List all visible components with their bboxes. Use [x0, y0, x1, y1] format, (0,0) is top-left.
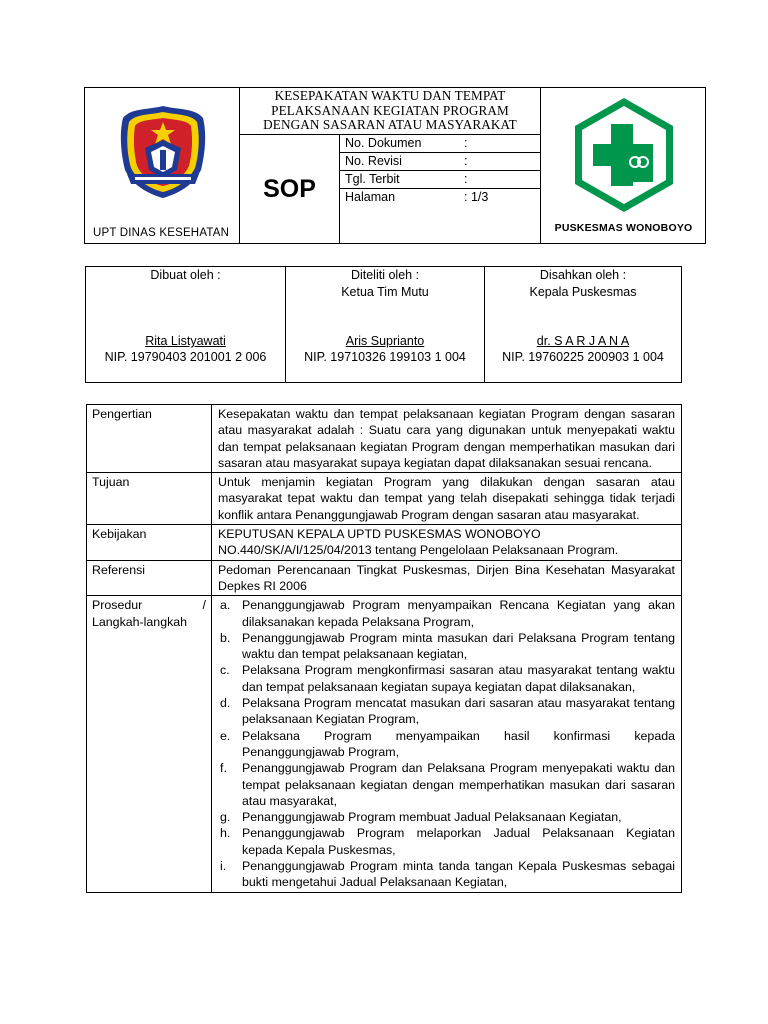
- regional-emblem-icon: [117, 104, 209, 200]
- list-item: a. Penanggungjawab Program menyampaikan Rencana Kegiatan yang akan dilaksanakan kepada Pelaksana Program,: [220, 598, 675, 629]
- row-prosedur: [87, 596, 682, 892]
- list-item: e. Pelaksana Program menyampaikan hasil konfirmasi kepada Penanggungjawab Program,: [220, 728, 675, 759]
- document-info: [340, 135, 540, 207]
- doc-row-number: No. Dokumen :: [340, 135, 540, 153]
- kebijakan-line-2: NO.440/SK/A/I/125/04/2013 tentang Pengelolaan Pelaksanaan Program.: [218, 543, 619, 558]
- signatory-name: Aris Suprianto: [345, 334, 425, 348]
- header-right-cell: [540, 88, 705, 243]
- row-tujuan: [87, 473, 682, 525]
- doc-row-page: Halaman : 1/3: [345, 190, 489, 204]
- label-referensi: Referensi: [87, 560, 212, 596]
- signature-approved-by: [484, 267, 681, 382]
- list-item: i. Penanggungjawab Program minta tanda tangan Kepala Puskesmas sebagai bukti mengetahui Jadual Pelaksanaan Kegiatan,: [220, 859, 675, 890]
- label-kebijakan: Kebijakan: [87, 525, 212, 561]
- procedure-steps: [212, 596, 682, 892]
- doc-row-issue-date: Tgl. Terbit :: [340, 171, 540, 189]
- label-prosedur: [87, 596, 212, 892]
- signatory-nip: NIP. 19760225 200903 1 004: [502, 350, 664, 364]
- signature-table: [85, 266, 682, 383]
- text-referensi: Pedoman Perencanaan Tingkat Puskesmas, Dirjen Bina Kesehatan Masyarakat Depkes RI 2006: [212, 560, 682, 596]
- label-langkah: Langkah-langkah: [92, 614, 188, 629]
- signature-role: Disahkan oleh :: [539, 268, 627, 282]
- signature-position: Kepala Puskesmas: [529, 285, 637, 299]
- row-pengertian: [87, 405, 682, 473]
- document-title: [240, 88, 540, 135]
- steps-list: [220, 597, 675, 890]
- unit-name: UPT DINAS KESEHATAN: [93, 227, 230, 239]
- signatory-name: dr. S A R J A N A: [536, 334, 630, 348]
- kebijakan-line-1: KEPUTUSAN KEPALA UPTD PUSKESMAS WONOBOYO: [218, 527, 541, 542]
- signature-role: Diteliti oleh :: [350, 268, 420, 282]
- title-line-3: DENGAN SASARAN ATAU MASYARAKAT: [263, 117, 517, 133]
- doc-row-revision: No. Revisi :: [340, 153, 540, 171]
- puskesmas-logo-icon: [571, 96, 677, 214]
- sop-content-table: [86, 404, 682, 893]
- text-pengertian: Kesepakatan waktu dan tempat pelaksanaan kegiatan Program dengan sasaran atau masyarakat adalah : Suatu cara yang digunakan untuk menyepakati waktu dan tempat pelaksanaan kegiatan Program dengan memperhatikan masukan dari sasaran atau masyarakat supaya kegiatan dapat dilaksanakan sesuai rencana.: [212, 405, 682, 473]
- text-kebijakan: [212, 525, 682, 561]
- signature-reviewed-by: [285, 267, 484, 382]
- header-left-cell: [85, 88, 240, 243]
- signature-position: Ketua Tim Mutu: [341, 285, 429, 299]
- header-middle-cell: [240, 88, 540, 243]
- signatory-name: Rita Listyawati: [145, 334, 226, 348]
- organization-name: PUSKESMAS WONOBOYO: [554, 222, 693, 234]
- title-line-1: KESEPAKATAN WAKTU DAN TEMPAT: [274, 88, 506, 103]
- sop-label: SOP: [240, 135, 340, 243]
- label-prosedur-slash: /: [202, 598, 206, 613]
- label-prosedur-word: Prosedur: [92, 598, 143, 613]
- list-item: d. Pelaksana Program mencatat masukan dari sasaran atau masyarakat tentang pelaksanaan Kegiatan Program,: [220, 696, 675, 727]
- signatory-nip: NIP. 19710326 199103 1 004: [304, 350, 466, 364]
- list-item: h. Penanggungjawab Program melaporkan Jadual Pelaksanaan Kegiatan kepada Kepala Puskesmas,: [220, 826, 675, 857]
- list-item: b. Penanggungjawab Program minta masukan dari Pelaksana Program tentang waktu dan tempat pelaksanaan kegiatan,: [220, 630, 675, 662]
- signatory-nip: NIP. 19790403 201001 2 006: [104, 350, 267, 364]
- label-pengertian: Pengertian: [87, 405, 212, 473]
- list-item: c. Pelaksana Program mengkonfirmasi sasaran atau masyarakat tentang waktu dan tempat pelaksanaan kegiatan supaya kegiatan dapat dilaksanakan,: [220, 663, 675, 694]
- label-tujuan: Tujuan: [87, 473, 212, 525]
- text-tujuan: Untuk menjamin kegiatan Program yang dilakukan dengan sasaran atau masyarakat tepat waktu dan tempat yang telah disepakati sehingga tidak terjadi konflik antara Penanggungjawab Program dengan sasaran atau masyarakat.: [212, 473, 682, 525]
- row-kebijakan: [87, 525, 682, 561]
- row-referensi: [87, 560, 682, 596]
- title-line-2: PELAKSANAAN KEGIATAN PROGRAM: [271, 102, 509, 118]
- signature-prepared-by: [86, 267, 285, 382]
- list-item: g. Penanggungjawab Program membuat Jadual Pelaksanaan Kegiatan,: [220, 810, 622, 825]
- list-item: f. Penanggungjawab Program dan Pelaksana Program menyepakati waktu dan tempat pelaksanaan kegiatan dengan memperhatikan masukan dari sasaran atau masyarakat,: [220, 761, 675, 808]
- signature-role: Dibuat oleh :: [150, 268, 221, 282]
- document-header: [84, 87, 706, 244]
